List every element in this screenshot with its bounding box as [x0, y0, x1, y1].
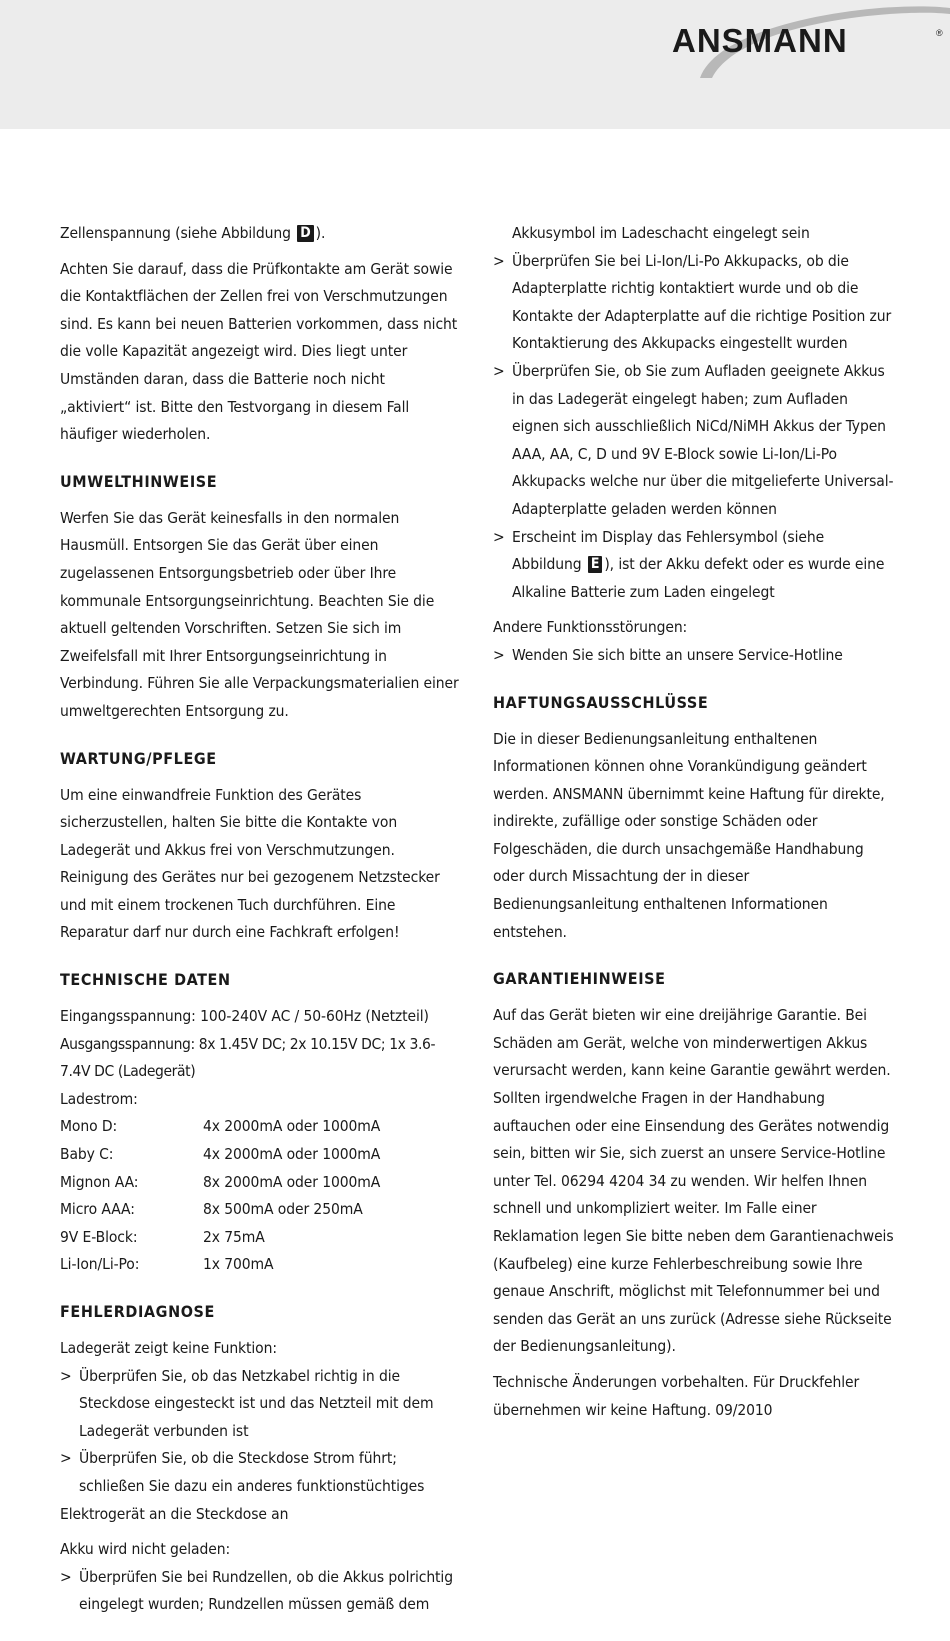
list-item: > Überprüfen Sie, ob Sie zum Aufladen geeignete Akkus in das Ladegerät eingelegt haben; zum Aufladen eignen sich ausschließlich NiCd/NiMH Akkus der Typen AAA, AA, C, D und 9V E-Block sowie Li-Ion/Li-Po Akkupacks welche nur über die mitgelieferte Universal-Adapterplatte geladen werden können [493, 361, 894, 518]
intro-paragraph: Achten Sie darauf, dass die Prüfkontakte am Gerät sowie die Kontaktflächen der Zellen frei von Verschmutzungen sind. Es kann bei neuen Batterien vorkommen, dass nicht die volle Kapazität angezeigt wird. Dies liegt unter Umständen daran, dass die Batterie noch nicht „aktiviert“ ist. Bitte den Testvorgang in diesem Fall häufiger wiederholen. [60, 259, 458, 444]
heading-garantie: GARANTIEHINWEISE [493, 969, 666, 989]
figure-badge-e: E [588, 556, 603, 573]
footer-note: Technische Änderungen vorbehalten. Für Druckfehler übernehmen wir keine Haftung. 09/2010 [493, 1372, 860, 1419]
left-column [60, 220, 460, 1619]
spec-table [60, 1113, 460, 1279]
garantie-text: Auf das Gerät bieten wir eine dreijährige Garantie. Bei Schäden am Gerät, welche von minderwertigen Akkus verursacht werden, kann keine Garantie gewährt werden. Sollten irgendwelche Fragen in der Handhabung auftauchen oder eine Einsendung des Gerätes notwendig sein, bitten wir Sie, sich zuerst an unsere Service-Hotline unter Tel. 06294 4204 34 zu wenden. Wir helfen Ihnen schnell und unkompliziert weiter. Im Falle einer Reklamation legen Sie bitte neben dem Garantienachweis (Kaufbeleg) eine kurze Fehlerbeschreibung sowie Ihre genaue Anschrift, möglichst mit Telefonnummer bei und senden das Gerät an uns zurück (Adresse siehe Rückseite der Bedienungsanleitung). [493, 1006, 894, 1356]
intro-line: Zellenspannung (siehe Abbildung D ). [60, 224, 326, 242]
list-item: > Wenden Sie sich bitte an unsere Service-Hotline [493, 645, 843, 664]
svg-text:®: ® [936, 28, 943, 38]
fehler-group-1-tail: Elektrogerät an die Steckdose an [60, 1504, 289, 1523]
ansmann-logo [660, 0, 950, 80]
list-item: > Überprüfen Sie, ob das Netzkabel richtig in die Steckdose eingesteckt ist und das Netzteil mit dem Ladegerät verbunden ist [60, 1366, 434, 1440]
haftung-text: Die in dieser Bedienungsanleitung enthaltenen Informationen können ohne Vorankündigung geändert werden. ANSMANN übernimmt keine Haftung für direkte, indirekte, zufällige oder sonstige Schäden oder Folgeschäden, die durch unsachgemäße Handhabung oder durch Missachtung der in dieser Bedienungsanleitung enthaltenen Informationen entstehen. [493, 729, 885, 941]
spec-row: Mignon AA: 8x 2000mA oder 1000mA [60, 1172, 381, 1191]
heading-technik: TECHNISCHE DATEN [60, 970, 231, 990]
heading-fehler: FEHLERDIAGNOSE [60, 1302, 215, 1321]
andere-title: Andere Funktionsstörungen: [493, 618, 688, 637]
figure-badge-d: D [297, 225, 313, 242]
fehler-group-2-title: Akku wird nicht geladen: [60, 1540, 231, 1559]
heading-wartung: WARTUNG/PFLEGE [60, 748, 217, 768]
fehler-group-1-title: Ladegerät zeigt keine Funktion: [60, 1339, 277, 1357]
spec-row: 9V E-Block: 2x 75mA [60, 1227, 265, 1246]
spec-row: Baby C: 4x 2000mA oder 1000mA [60, 1145, 381, 1164]
spec-row: Mono D: 4x 2000mA oder 1000mA [60, 1117, 381, 1136]
page-header [0, 0, 950, 129]
heading-umwelt: UMWELTHINWEISE [60, 471, 218, 491]
umwelt-text: Werfen Sie das Gerät keinesfalls in den normalen Hausmüll. Entsorgen Sie das Gerät über einen zugelassenen Entsorgungsbetrieb oder über Ihre kommunale Entsorgungseinrichtung. Beachten Sie die aktuell geltenden Vorschriften. Setzen Sie sich im Zweifelsfall mit Ihrer Entsorgungseinrichtung in Verbindung. Führen Sie alle Verpackungsmaterialien einer umweltgerechten Entsorgung zu. [60, 508, 459, 720]
input-voltage: Eingangsspannung: 100-240V AC / 50-60Hz (Netzteil) [60, 1007, 429, 1026]
list-item-continued: Akkusymbol im Ladeschacht eingelegt sein [512, 224, 810, 242]
wartung-text: Um eine einwandfreie Funktion des Gerätes sicherzustellen, halten Sie bitte die Kontakte von Ladegerät und Akkus frei von Verschmutzungen. Reinigung des Gerätes nur bei gezogenem Netzstecker und mit einem trockenen Tuch durchführen. Eine Reparatur darf nur durch eine Fachkraft erfolgen! [60, 785, 440, 942]
right-column [493, 220, 895, 1432]
output-voltage: Ausgangsspannung: 8x 1.45V DC; 2x 10.15V DC; 1x 3.6-7.4V DC (Ladegerät) [60, 1034, 436, 1081]
list-item: > Erscheint im Display das Fehlersymbol (siehe Abbildung E ), ist der Akku defekt oder es wurde eine Alkaline Batterie zum Laden eingelegt [493, 527, 885, 601]
list-item: > Überprüfen Sie bei Li-Ion/Li-Po Akkupacks, ob die Adapterplatte richtig kontaktiert wurde und ob die Kontakte der Adapterplatte auf die richtige Position zur Kontaktierung des Akkupacks eingestellt wurden [493, 251, 892, 353]
svg-text:ANSMANN: ANSMANN [672, 22, 848, 59]
charge-current-label: Ladestrom: [60, 1089, 138, 1108]
spec-row: Li-Ion/Li-Po: 1x 700mA [60, 1255, 274, 1274]
list-item: > Überprüfen Sie, ob die Steckdose Strom führt; schließen Sie dazu ein anderes funktionstüchtiges [60, 1449, 425, 1495]
heading-haftung: HAFTUNGSAUSSCHLÜSSE [493, 692, 709, 712]
list-item: > Überprüfen Sie bei Rundzellen, ob die Akkus polrichtig eingelegt wurden; Rundzellen müssen gemäß dem [60, 1567, 453, 1614]
spec-row: Micro AAA: 8x 500mA oder 250mA [60, 1200, 363, 1219]
